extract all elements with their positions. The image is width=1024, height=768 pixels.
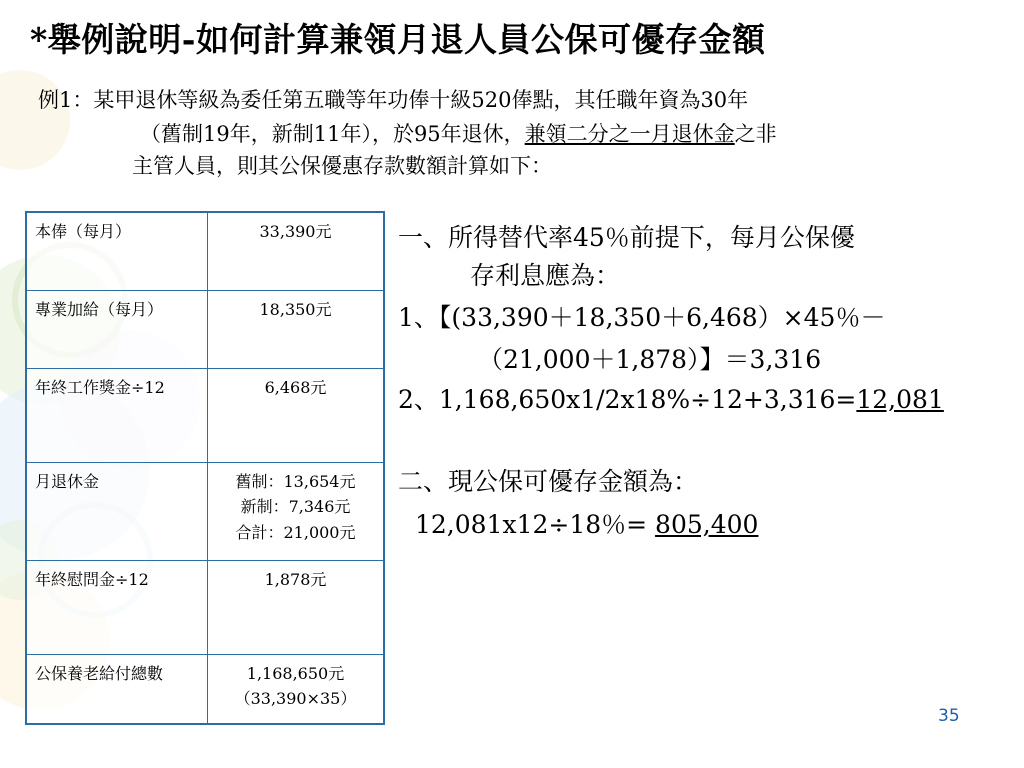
- table-row: [26, 654, 384, 724]
- row-value-line: 18,350元: [259, 299, 332, 319]
- intro-underlined-phrase: 兼領二分之一月退休金: [524, 122, 735, 146]
- intro-line-2-text: （舊制19年，新制11年），於95年退休，: [140, 122, 525, 146]
- table-row: [26, 212, 384, 290]
- salary-table: [25, 211, 385, 725]
- row-value: [208, 368, 385, 462]
- row-value: [208, 654, 385, 724]
- row-value-line: 1,168,650元: [246, 663, 345, 683]
- section-2-heading: 二、現公保可優存金額為：: [398, 467, 699, 496]
- intro-line-2-tail: 之非: [734, 122, 777, 146]
- row-value: [208, 560, 385, 654]
- section-1-heading-cont: 存利息應為：: [470, 261, 621, 290]
- salary-table-body: [26, 212, 384, 724]
- table-row: [26, 462, 384, 560]
- row-label: 月退休金: [26, 462, 208, 560]
- row-value-line: 合計：21,000元: [235, 522, 356, 542]
- row-value: [208, 212, 385, 290]
- intro-line-2: [140, 118, 777, 148]
- row-value-line: 舊制：13,654元: [235, 471, 356, 491]
- table-row: [26, 560, 384, 654]
- row-value-line: 6,468元: [264, 377, 327, 397]
- formula-1-line-2: （21,000＋1,878）】＝3,316: [478, 345, 822, 374]
- table-row: [26, 368, 384, 462]
- formula-2-result: 12,081: [856, 385, 944, 414]
- intro-line-3: 主管人員，則其公保優惠存款數額計算如下：: [132, 154, 552, 178]
- row-value-line: 33,390元: [259, 222, 332, 241]
- row-label: 公保養老給付總數: [26, 654, 208, 724]
- row-value-line: 新制：7,346元: [240, 497, 351, 517]
- row-label: 專業加給（每月）: [26, 290, 208, 368]
- row-value: [208, 462, 385, 560]
- row-value-line: （33,390×35）: [234, 689, 357, 709]
- final-amount: 805,400: [655, 510, 759, 539]
- page-number: 35: [938, 706, 960, 726]
- formula-2-text: 2、1,168,650x1/2x18%÷12+3,316=: [398, 385, 857, 414]
- table-row: [26, 290, 384, 368]
- row-value-line: 1,878元: [264, 569, 327, 589]
- final-formula-text: 12,081x12÷18％=: [415, 510, 656, 539]
- formula-1-line-1: 1、【(33,390＋18,350＋6,468）×45％－: [398, 303, 886, 332]
- row-value: [208, 290, 385, 368]
- formula-2: [398, 380, 944, 416]
- final-formula: [415, 505, 758, 541]
- row-label: 年終慰問金÷12: [26, 560, 208, 654]
- slide-title: *舉例說明-如何計算兼領月退人員公保可優存金額: [30, 20, 766, 59]
- intro-line-1: 例1：某甲退休等級為委任第五職等年功俸十級520俸點，其任職年資為30年: [38, 88, 749, 112]
- row-label: 本俸（每月）: [26, 212, 208, 290]
- section-1-heading: 一、所得替代率45％前提下，每月公保優: [398, 223, 855, 252]
- row-label: 年終工作獎金÷12: [26, 368, 208, 462]
